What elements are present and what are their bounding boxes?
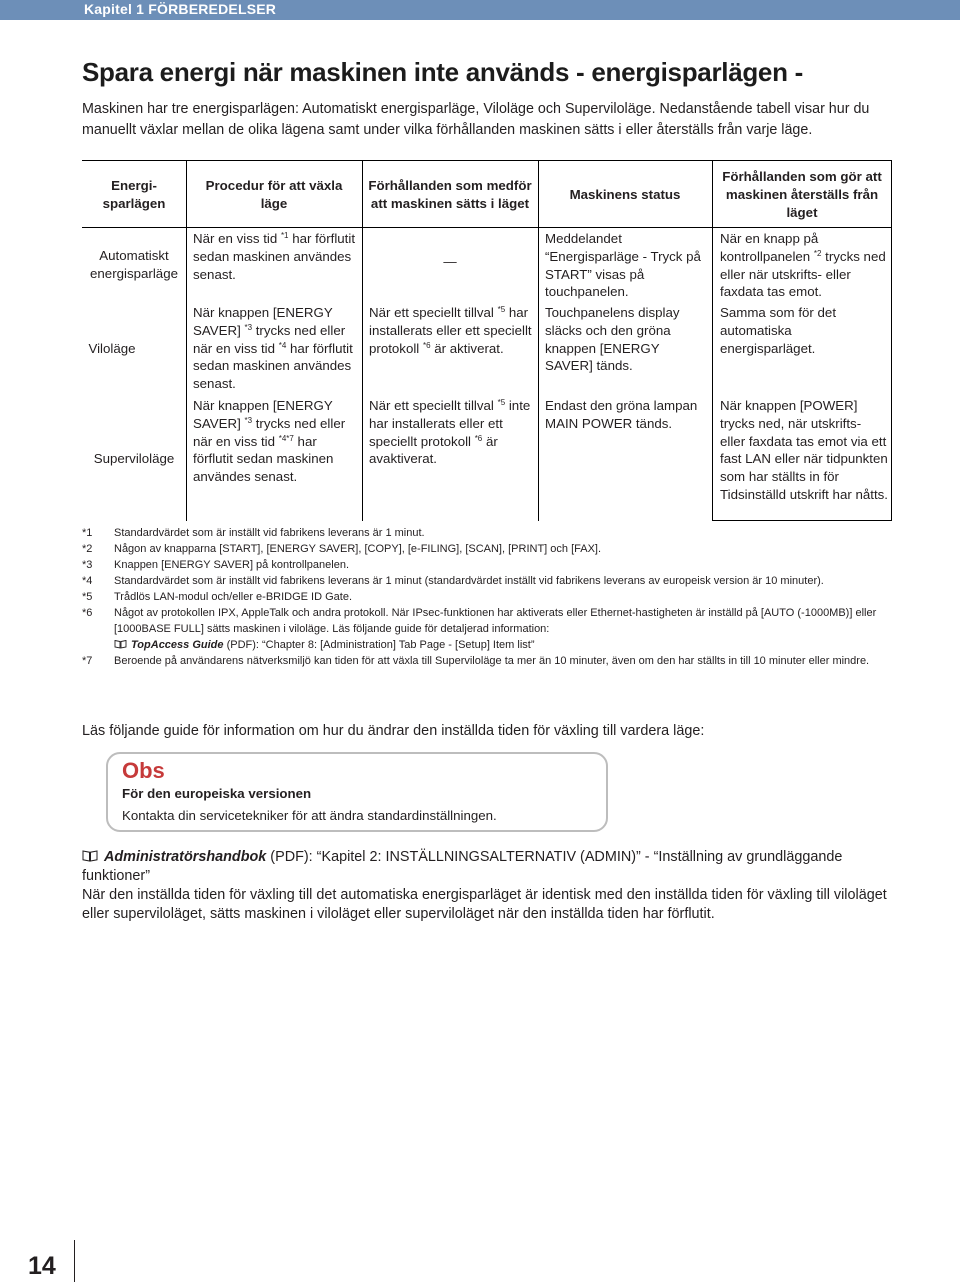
- auto-procedure: När en viss tid $^{*1}$ har förflutit sedan maskinen användes senast.: [193, 231, 356, 282]
- book-icon: [114, 639, 127, 649]
- sleep-status: Touchpanelens display släcks och den gröna knappen [ENERGY SAVER] tänds.: [545, 305, 680, 374]
- header-procedure: [186, 177, 362, 213]
- reference-text: (PDF): “Kapitel 2: INSTÄLLNINGSALTERNATIV (ADMIN)” - “Inställning av grundläggande funktioner”: [82, 849, 843, 884]
- header-machine-status: Maskinens status: [569, 187, 681, 202]
- super-sleep-status: Endast den gröna lampan MAIN POWER tänds.: [545, 398, 698, 431]
- table-bottom-rule: [712, 520, 892, 521]
- table-col-divider: [538, 160, 539, 521]
- mode-label-line: energisparläge: [90, 265, 178, 281]
- header-line: maskinen återställs från: [725, 187, 879, 202]
- header-line: att maskinen sätts i läget: [370, 196, 530, 211]
- footnote-body: Något av protokollen IPX, AppleTalk och andra protokoll. När IPsec-funktionen har aktiverats eller Ethernet-hastigheten är inställd på [AUTO (-1000MB)] eller [1000BASE FULL] sätts maskinen i viloläge. Läs följande guide för detaljerad information:: [114, 607, 877, 635]
- table-col-divider: [362, 160, 363, 521]
- header-line: läge: [260, 196, 288, 211]
- intro-paragraph: Maskinen har tre energisparlägen: Automatiskt energisparläge, Viloläge och Superviloläge. Nedanstående tabell visar hur du manuellt växlar mellan de olika lägena samt under vilka förhållanden maskinen sätts i eller återställs från varje läge.: [82, 101, 870, 138]
- super-sleep-condition: När ett speciellt tillval $^{*5}$ inte har installerats eller ett speciellt protokoll $^{*6}$ är avaktiverat.: [369, 398, 531, 467]
- table-col-divider: [186, 160, 187, 521]
- auto-condition: —: [443, 254, 457, 269]
- header-line: sparlägen: [102, 196, 166, 211]
- header-energy-modes: [82, 177, 186, 213]
- footnote-text: Beroende på användarens nätverksmiljö kan tiden för att växla till Superviloläge ta mer än 10 minuter, även om den har ställts in till 10 minuter eller mindre.: [114, 655, 870, 667]
- mode-auto-energy-save: [82, 247, 186, 283]
- book-icon: [82, 849, 98, 862]
- header-conditions-enter: [362, 177, 538, 213]
- footnote-text: Trådlös LAN-modul och/eller e-BRIDGE ID Gate.: [114, 591, 353, 603]
- footnote-number: *3: [82, 559, 93, 571]
- footnote-text: Standardvärdet som är inställt vid fabrikens leverans är 1 minut.: [114, 527, 425, 539]
- footnote-number: *2: [82, 543, 93, 555]
- page-number-rule: [74, 1240, 75, 1282]
- chapter-title: Kapitel 1 FÖRBEREDELSER: [84, 1, 277, 17]
- header-line: Procedur för att växla: [205, 178, 343, 193]
- note-box: [106, 752, 608, 832]
- footnote-number: *1: [82, 527, 93, 539]
- footnote-number: *6: [82, 607, 93, 619]
- header-line: Energi-: [111, 178, 157, 193]
- footnote-number: *4: [82, 575, 93, 587]
- reference-line: [82, 848, 902, 886]
- table-top-rule: [82, 160, 892, 161]
- super-sleep-procedure: När knappen [ENERGY SAVER] $^{*3}$ trycks ned eller när en viss tid $^{*4*7}$ har förflutit sedan maskinen användes senast.: [193, 398, 346, 485]
- super-sleep-restore: När knappen [POWER] trycks ned, när utskrifts- eller faxdata tas emot via ett fast LAN eller när tidpunkten som har ställts in för Tidsinställd utskrift har nåtts.: [720, 398, 888, 502]
- footnote-ref-text: (PDF): “Chapter 8: [Administration] Tab Page - [Setup] Item list”: [223, 639, 535, 651]
- mode-label-line: Automatiskt: [99, 248, 169, 263]
- page-number: 14: [28, 1252, 56, 1280]
- table-header-rule: [82, 227, 892, 228]
- header-line: Förhållanden som medför: [368, 178, 532, 193]
- footnote-text: Knappen [ENERGY SAVER] på kontrollpanelen.: [114, 559, 350, 571]
- reference-note: När den inställda tiden för växling till det automatiska energisparläget är identisk med den inställda tiden för växling till viloläget eller superviloläget, sätts maskinen i viloläget eller superviloläget när den inställda tiden har förflutit.: [82, 887, 887, 922]
- note-subtitle: För den europeiska versionen: [122, 786, 312, 801]
- footnote-number: *7: [82, 655, 93, 667]
- note-text: Kontakta din servicetekniker för att ändra standardinställningen.: [122, 808, 497, 823]
- page-title: Spara energi när maskinen inte används - energisparlägen -: [82, 57, 803, 87]
- topaccess-guide-link[interactable]: TopAccess Guide: [131, 639, 224, 651]
- auto-restore: När en knapp på kontrollpanelen $^{*2}$ trycks ned eller när utskrifts- eller faxdata tas emot.: [720, 231, 886, 300]
- reference-block: [82, 848, 902, 924]
- chapter-header-bar: [0, 0, 960, 20]
- footnote-text: Standardvärdet som är inställt vid fabrikens leverans är 1 minut (standardvärdet inställt vid fabrikens leverans av europeisk version är 10 minuter).: [114, 575, 824, 587]
- note-title: Obs: [122, 758, 165, 783]
- footnote-number: *5: [82, 591, 93, 603]
- header-line: läget: [786, 205, 818, 220]
- sleep-condition: När ett speciellt tillval $^{*5}$ har installerats eller ett speciellt protokoll $^{*6}$ är aktiverat.: [369, 305, 532, 356]
- footnote-text: [114, 605, 904, 653]
- admin-guide-link[interactable]: Administratörshandbok: [104, 849, 267, 865]
- guide-paragraph: Läs följande guide för information om hur du ändrar den inställda tiden för växling till vardera läge:: [82, 723, 705, 739]
- auto-status: Meddelandet “Energisparläge - Tryck på START” visas på touchpanelen.: [545, 231, 701, 300]
- mode-super-sleep: Superviloläge: [93, 451, 175, 466]
- sleep-restore: Samma som för det automatiska energisparläget.: [720, 305, 837, 356]
- mode-sleep: Viloläge: [88, 341, 136, 356]
- header-conditions-restore: [712, 168, 892, 222]
- sleep-procedure: När knappen [ENERGY SAVER] $^{*3}$ trycks ned eller när en viss tid $^{*4}$ har förflutit sedan maskinen användes senast.: [193, 305, 353, 392]
- footnote-text: Någon av knapparna [START], [ENERGY SAVER], [COPY], [e-FILING], [SCAN], [PRINT] och [FAX].: [114, 543, 602, 555]
- header-line: Förhållanden som gör att: [722, 169, 882, 184]
